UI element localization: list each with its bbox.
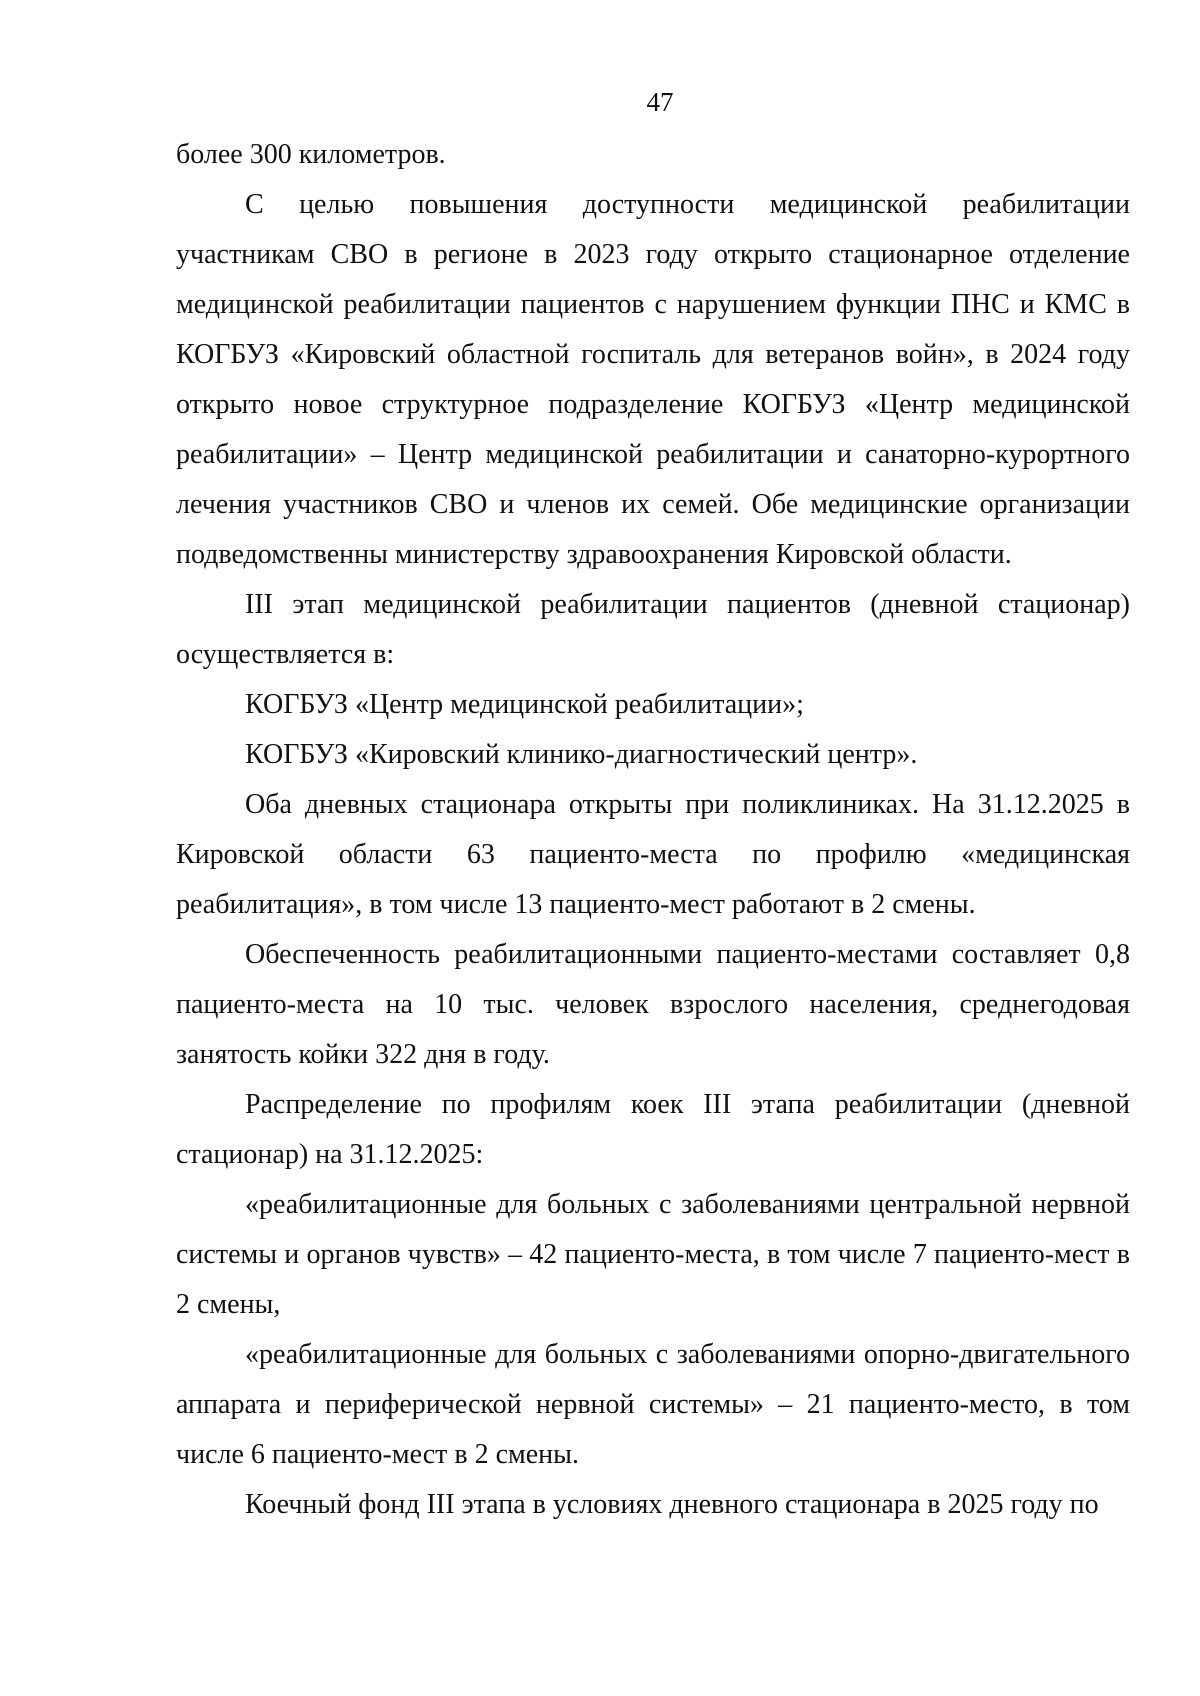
paragraph-6: Оба дневных стационара открыты при поликлиниках. На 31.12.2025 в Кировской области 63 пациенто-места по профилю «медицинская реабилитация», в том числе 13 пациенто-мест работают в 2 смены. bbox=[176, 789, 1130, 920]
paragraph-5: КОГБУЗ «Кировский клинико-диагностический центр». bbox=[245, 739, 918, 770]
paragraph-7: Обеспеченность реабилитационными пациенто-местами составляет 0,8 пациенто-места на 10 тыс. человек взрослого населения, среднегодовая занятость койки 322 дня в году. bbox=[176, 939, 1130, 1070]
paragraph-8: Распределение по профилям коек III этапа реабилитации (дневной стационар) на 31.12.2025: bbox=[176, 1089, 1130, 1170]
paragraph-1: более 300 километров. bbox=[176, 139, 446, 170]
document-body bbox=[176, 130, 1130, 1530]
paragraph-2: С целью повышения доступности медицинской реабилитации участникам СВО в регионе в 2023 году открыто стационарное отделение медицинской реабилитации пациентов с нарушением функции ПНС и КМС в КОГБУЗ «Кировский областной госпиталь для ветеранов войн», в 2024 году открыто новое структурное подразделение КОГБУЗ «Центр медицинской реабилитации» – Центр медицинской реабилитации и санаторно-курортного лечения участников СВО и членов их семей. Обе медицинские организации подведомственны министерству здравоохранения Кировской области. bbox=[176, 189, 1130, 570]
paragraph-9: «реабилитационные для больных с заболеваниями центральной нервной системы и органов чувств» – 42 пациенто-места, в том числе 7 пациенто-мест в 2 смены, bbox=[176, 1189, 1130, 1320]
paragraph-10: «реабилитационные для больных с заболеваниями опорно-двигательного аппарата и периферической нервной системы» – 21 пациенто-место, в том числе 6 пациенто-мест в 2 смены. bbox=[176, 1339, 1130, 1470]
paragraph-3: III этап медицинской реабилитации пациентов (дневной стационар) осуществляется в: bbox=[176, 589, 1130, 670]
page-number: 47 bbox=[646, 87, 674, 117]
paragraph-11: Коечный фонд III этапа в условиях дневного стационара в 2025 году по bbox=[245, 1489, 1099, 1520]
paragraph-4: КОГБУЗ «Центр медицинской реабилитации»; bbox=[245, 689, 804, 720]
